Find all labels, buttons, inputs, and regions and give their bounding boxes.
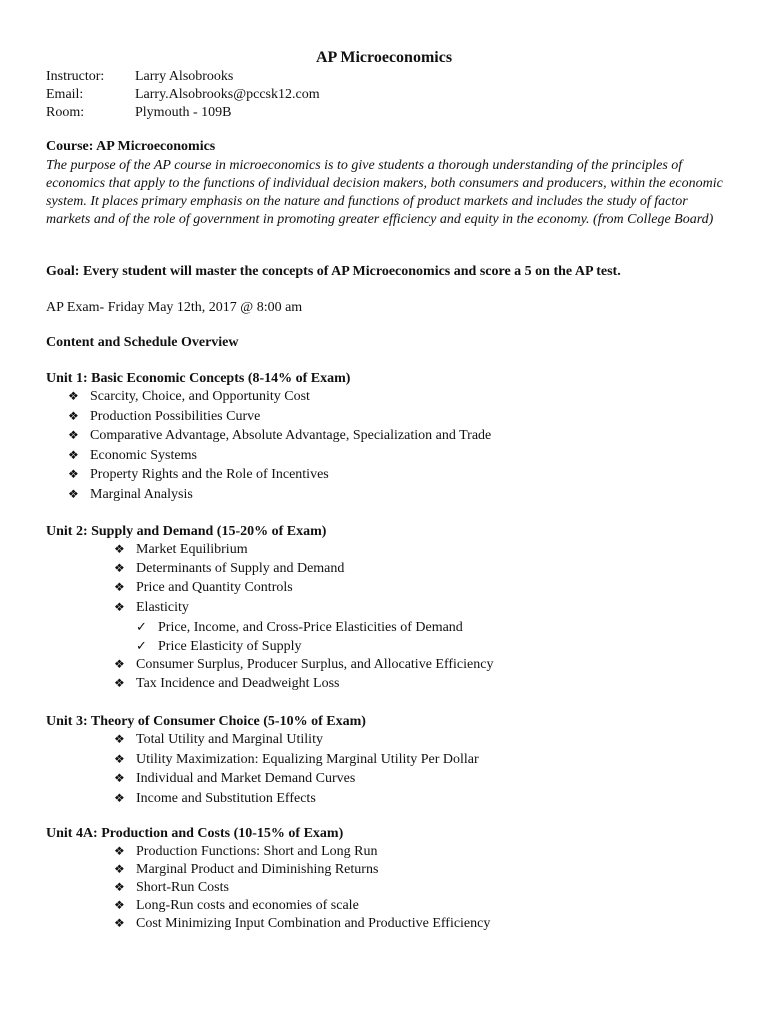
list-item — [114, 844, 378, 860]
email-value: Larry.Alsobrooks@pccsk12.com — [135, 87, 320, 102]
list-item — [114, 732, 323, 748]
diamond-bullet-icon: ❖ — [114, 862, 125, 876]
list-item-text: Production Functions: Short and Long Run — [136, 844, 378, 859]
list-item — [114, 880, 229, 896]
list-item-text: Cost Minimizing Input Combination and Productive Efficiency — [136, 916, 491, 931]
list-item-text: Production Possibilities Curve — [90, 408, 261, 424]
checkmark-icon: ✓ — [136, 638, 147, 653]
list-item-text: Marginal Product and Diminishing Returns — [136, 862, 379, 877]
diamond-bullet-icon: ❖ — [68, 447, 79, 462]
sub-list-item — [136, 619, 463, 636]
diamond-bullet-icon: ❖ — [114, 898, 125, 912]
list-item — [114, 791, 316, 807]
unit-heading: Unit 4A: Production and Costs (10-15% of Exam) — [46, 826, 344, 841]
list-item-text: Elasticity — [136, 599, 189, 615]
list-item-text: Consumer Surplus, Producer Surplus, and Allocative Efficiency — [136, 657, 494, 673]
course-purpose: The purpose of the AP course in microeconomics is to give students a thorough understanding of the principles of economics that apply to the functions of individual decision makers, both consumers and producers, within the economic system. It places primary emphasis on the nature and functions of product markets and includes the study of factor markets and of the role of government in promoting greater efficiency and equity in the economy. (from College Board) — [46, 158, 723, 227]
list-item — [68, 428, 491, 444]
diamond-bullet-icon: ❖ — [68, 467, 79, 481]
diamond-bullet-icon: ❖ — [114, 561, 125, 576]
list-item-text: Total Utility and Marginal Utility — [136, 732, 323, 747]
diamond-bullet-icon: ❖ — [114, 732, 125, 746]
list-item — [68, 487, 193, 503]
list-item — [114, 657, 493, 673]
diamond-bullet-icon: ❖ — [114, 880, 125, 894]
list-item-text: Price, Income, and Cross-Price Elasticities of Demand — [158, 619, 463, 635]
list-item — [114, 771, 355, 787]
list-item — [114, 561, 344, 577]
list-item-text: Marginal Analysis — [90, 486, 193, 502]
list-item-text: Long-Run costs and economies of scale — [136, 898, 359, 913]
room-row — [46, 104, 231, 122]
list-item-text: Comparative Advantage, Absolute Advantage, Specialization and Trade — [90, 428, 492, 443]
email-row — [46, 86, 320, 104]
list-item — [114, 600, 189, 616]
list-item-text: Determinants of Supply and Demand — [136, 561, 345, 577]
list-item-text: Short-Run Costs — [136, 880, 229, 895]
diamond-bullet-icon: ❖ — [114, 657, 125, 672]
list-item — [114, 542, 248, 558]
list-item-text: Tax Incidence and Deadweight Loss — [136, 676, 340, 692]
instructor-label: Instructor: — [46, 69, 105, 84]
diamond-bullet-icon: ❖ — [68, 408, 79, 423]
diamond-bullet-icon: ❖ — [114, 676, 125, 691]
list-item — [68, 467, 329, 483]
diamond-bullet-icon: ❖ — [68, 486, 79, 501]
unit-heading: Unit 1: Basic Economic Concepts (8-14% of Exam) — [46, 371, 351, 386]
email-label: Email: — [46, 87, 84, 102]
course-heading: Course: AP Microeconomics — [46, 139, 216, 154]
diamond-bullet-icon: ❖ — [114, 580, 125, 595]
instructor-row — [46, 68, 233, 86]
overview-heading: Content and Schedule Overview — [46, 335, 239, 350]
diamond-bullet-icon: ❖ — [114, 542, 125, 556]
list-item — [68, 409, 260, 425]
room-label: Room: — [46, 105, 85, 120]
list-item — [114, 580, 293, 596]
list-item-text: Individual and Market Demand Curves — [136, 771, 356, 786]
diamond-bullet-icon: ❖ — [114, 916, 125, 930]
list-item-text: Market Equilibrium — [136, 542, 248, 557]
goal-statement: Goal: Every student will master the concepts of AP Microeconomics and score a 5 on the AP test. — [46, 264, 621, 279]
list-item — [68, 448, 197, 464]
list-item — [114, 916, 490, 932]
list-item-text: Economic Systems — [90, 447, 197, 463]
unit-heading: Unit 2: Supply and Demand (15-20% of Exam) — [46, 524, 327, 539]
diamond-bullet-icon: ❖ — [68, 389, 79, 403]
list-item — [114, 752, 479, 768]
diamond-bullet-icon: ❖ — [114, 771, 125, 785]
instructor-value: Larry Alsobrooks — [135, 69, 234, 84]
diamond-bullet-icon: ❖ — [114, 790, 125, 805]
list-item-text: Price Elasticity of Supply — [158, 639, 302, 654]
diamond-bullet-icon: ❖ — [68, 428, 79, 442]
sub-list-item — [136, 638, 301, 655]
unit-heading: Unit 3: Theory of Consumer Choice (5-10% of Exam) — [46, 714, 366, 729]
list-item — [114, 676, 340, 692]
list-item-text: Income and Substitution Effects — [136, 790, 316, 806]
list-item-text: Scarcity, Choice, and Opportunity Cost — [90, 389, 310, 404]
list-item-text: Price and Quantity Controls — [136, 580, 293, 596]
diamond-bullet-icon: ❖ — [114, 844, 125, 858]
list-item-text: Utility Maximization: Equalizing Marginal Utility Per Dollar — [136, 751, 479, 767]
list-item — [114, 898, 359, 914]
list-item-text: Property Rights and the Role of Incentives — [90, 467, 329, 482]
room-value: Plymouth - 109B — [135, 105, 232, 120]
list-item — [68, 389, 310, 405]
checkmark-icon: ✓ — [136, 618, 147, 634]
document-title: AP Microeconomics — [315, 49, 453, 66]
diamond-bullet-icon: ❖ — [114, 599, 125, 614]
exam-date: AP Exam- Friday May 12th, 2017 @ 8:00 am — [46, 300, 303, 315]
diamond-bullet-icon: ❖ — [114, 751, 125, 766]
list-item — [114, 862, 378, 878]
